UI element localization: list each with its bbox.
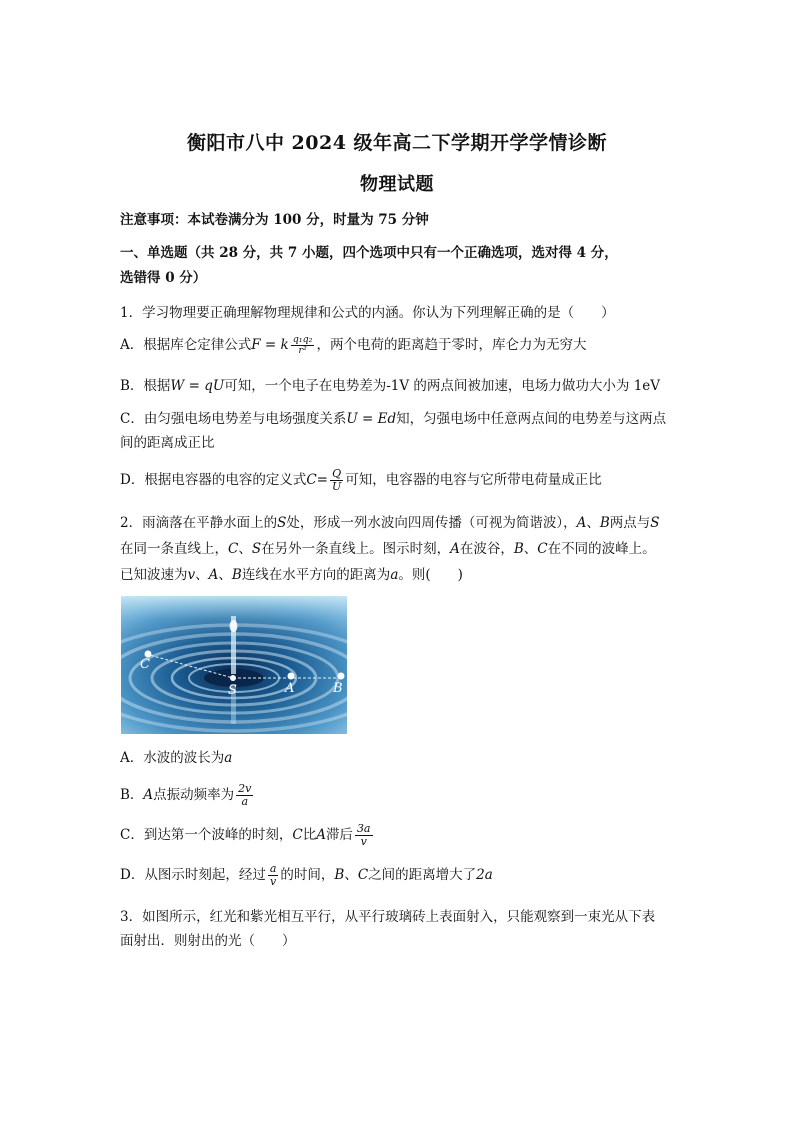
q2-var-s: S xyxy=(650,515,660,531)
q2-var-a: A xyxy=(316,827,326,843)
q2-option-b xyxy=(120,783,255,808)
q1-b-prefix: B．根据 xyxy=(120,378,171,394)
q2-text: 、 xyxy=(218,567,232,583)
q2-d-value: 2a xyxy=(476,867,493,883)
q2-text: 已知波速为 xyxy=(120,567,188,583)
q2-c-prefix: C．到达第一个波峰的时刻， xyxy=(120,827,293,843)
q2-text: 在另外一条直线上。图示时刻， xyxy=(261,541,451,557)
q1-a-prefix: A．根据库仑定律公式 xyxy=(120,337,252,353)
label-b: B xyxy=(333,681,343,696)
q1-a-fraction xyxy=(291,335,315,356)
q2-c-fraction xyxy=(355,823,373,847)
q1-a-numerator: q₁q₂ xyxy=(292,334,313,346)
q2-var-b: B xyxy=(231,567,242,583)
q2-text: 、 xyxy=(523,541,538,557)
q2-var-b: B xyxy=(599,515,610,531)
q2-text: 连线在水平方向的距离为 xyxy=(241,567,391,583)
q2-text: 、 xyxy=(195,567,209,583)
water-ripple-image xyxy=(121,596,347,734)
q1-d-denominator: U xyxy=(331,480,342,493)
q2-b-mid: 点振动频率为 xyxy=(153,787,235,803)
q1-option-c-line2: 间的距离成正比 xyxy=(120,435,215,451)
q2-d-suffix: 之间的距离增大了 xyxy=(368,867,477,883)
q2-option-c xyxy=(120,823,375,848)
q2-d-mid: 的时间， xyxy=(280,867,335,883)
point-b-marker xyxy=(338,673,345,680)
label-c: C xyxy=(140,657,150,672)
q1-b-formula: W = qU xyxy=(170,378,225,394)
q2-d-fraction xyxy=(268,863,279,887)
q2-b-fraction xyxy=(236,783,253,807)
q2-var-c: C xyxy=(357,867,369,883)
q2-text: 在不同的波峰上。 xyxy=(547,541,656,557)
q2-var-c: C xyxy=(537,541,548,557)
q1-c-suffix: 知，匀强电场中任意两点间的电势差与这两点 xyxy=(396,411,667,427)
q2-d-prefix: D．从图示时刻起，经过 xyxy=(120,867,266,883)
q2-var-c: C xyxy=(228,541,239,557)
q2-c-mid: 比 xyxy=(302,827,317,843)
q2-stem-line3 xyxy=(120,563,463,583)
exam-title: 衡阳市八中 2024 级年高二下学期开学学情诊断 xyxy=(186,132,608,154)
q3-stem-line2: 面射出．则射出的光（ ） xyxy=(120,933,296,949)
q2-var-s: S xyxy=(251,541,262,557)
q2-var-v: v xyxy=(187,567,196,583)
section-heading-line1: 一、单选题（共 28 分，共 7 小题，四个选项中只有一个正确选项，选对得 4 分， xyxy=(120,245,618,261)
q1-a-suffix: ，两个电荷的距离趋于零时，库仑力为无穷大 xyxy=(316,337,587,353)
q2-c-denominator: v xyxy=(360,835,367,848)
q2-text: 、 xyxy=(586,515,600,531)
q1-d-formula-lhs: C= xyxy=(306,472,328,488)
q1-a-denominator: r² xyxy=(298,345,307,356)
q2-option-d xyxy=(120,863,493,888)
q2-c-suffix: 滞后 xyxy=(325,827,353,843)
q2-d-denominator: v xyxy=(270,875,277,888)
q2-var-b: B xyxy=(334,867,345,883)
q2-text: 、 xyxy=(344,867,358,883)
q2-stem-line2 xyxy=(120,537,656,557)
q3-stem-line1: 3．如图所示，红光和紫光相互平行，从平行玻璃砖上表面射入，只能观察到一束光从下表 xyxy=(120,909,656,925)
q2-var-a-distance: a xyxy=(390,567,399,583)
q1-d-numerator: Q xyxy=(332,467,342,481)
point-a-marker xyxy=(288,673,295,680)
q1-d-prefix: D．根据电容器的电容的定义式 xyxy=(120,472,307,488)
q1-a-formula-lhs: F = k xyxy=(251,337,289,353)
point-s-marker xyxy=(230,675,236,681)
q2-d-numerator: a xyxy=(269,862,277,876)
q1-stem: 1．学习物理要正确理解物理规律和公式的内涵。你认为下列理解正确的是（ ） xyxy=(120,305,615,321)
q2-a-value: a xyxy=(224,750,233,766)
q2-var-a: A xyxy=(450,541,460,557)
q2-option-a xyxy=(120,746,232,766)
q2-text: 在同一条直线上， xyxy=(120,541,228,557)
q2-var-a: A xyxy=(143,787,154,803)
q1-option-b xyxy=(120,374,660,394)
q1-option-c xyxy=(120,407,666,427)
q2-b-prefix: B． xyxy=(120,787,144,803)
water-ripple-figure xyxy=(121,596,347,734)
q1-b-suffix: 可知，一个电子在电势差为-1V 的两点间被加速，电场力做功大小为 1eV xyxy=(224,378,661,394)
q2-text: 处，形成一列水波向四周传播（可视为简谐波）， xyxy=(286,515,577,531)
q2-text: 、 xyxy=(238,541,252,557)
q2-var-b: B xyxy=(513,541,524,557)
q1-c-formula: U = Ed xyxy=(346,411,397,427)
q2-text: 两点与 xyxy=(609,515,651,531)
notice: 注意事项：本试卷满分为 100 分，时量为 75 分钟 xyxy=(120,212,429,228)
exam-subtitle: 物理试题 xyxy=(360,174,434,195)
q1-d-suffix: 可知，电容器的电容与它所带电荷量成正比 xyxy=(345,472,602,488)
q2-var-a: A xyxy=(208,567,219,583)
q2-b-denominator: a xyxy=(241,795,249,808)
label-a: A xyxy=(285,681,295,696)
q2-c-numerator: 3a xyxy=(356,822,371,836)
q2-var-s: S xyxy=(277,515,287,531)
q2-text: 2．雨滴落在平静水面上的 xyxy=(120,515,278,531)
q2-a-prefix: A．水波的波长为 xyxy=(120,750,225,766)
q1-d-fraction xyxy=(330,468,343,492)
q1-option-d xyxy=(120,468,602,493)
q1-option-a xyxy=(120,333,586,356)
section-heading-line2: 选错得 0 分） xyxy=(120,270,207,286)
q2-var-a: A xyxy=(576,515,587,531)
q2-stem-line1 xyxy=(120,511,660,531)
label-s: S xyxy=(228,683,237,698)
q2-b-numerator: 2v xyxy=(238,782,252,796)
q1-c-prefix: C．由匀强电场电势差与电场强度关系 xyxy=(120,411,347,427)
q2-var-c: C xyxy=(292,827,303,843)
q2-text: 在波谷， xyxy=(459,541,514,557)
q2-text: 。则( ) xyxy=(398,567,463,583)
